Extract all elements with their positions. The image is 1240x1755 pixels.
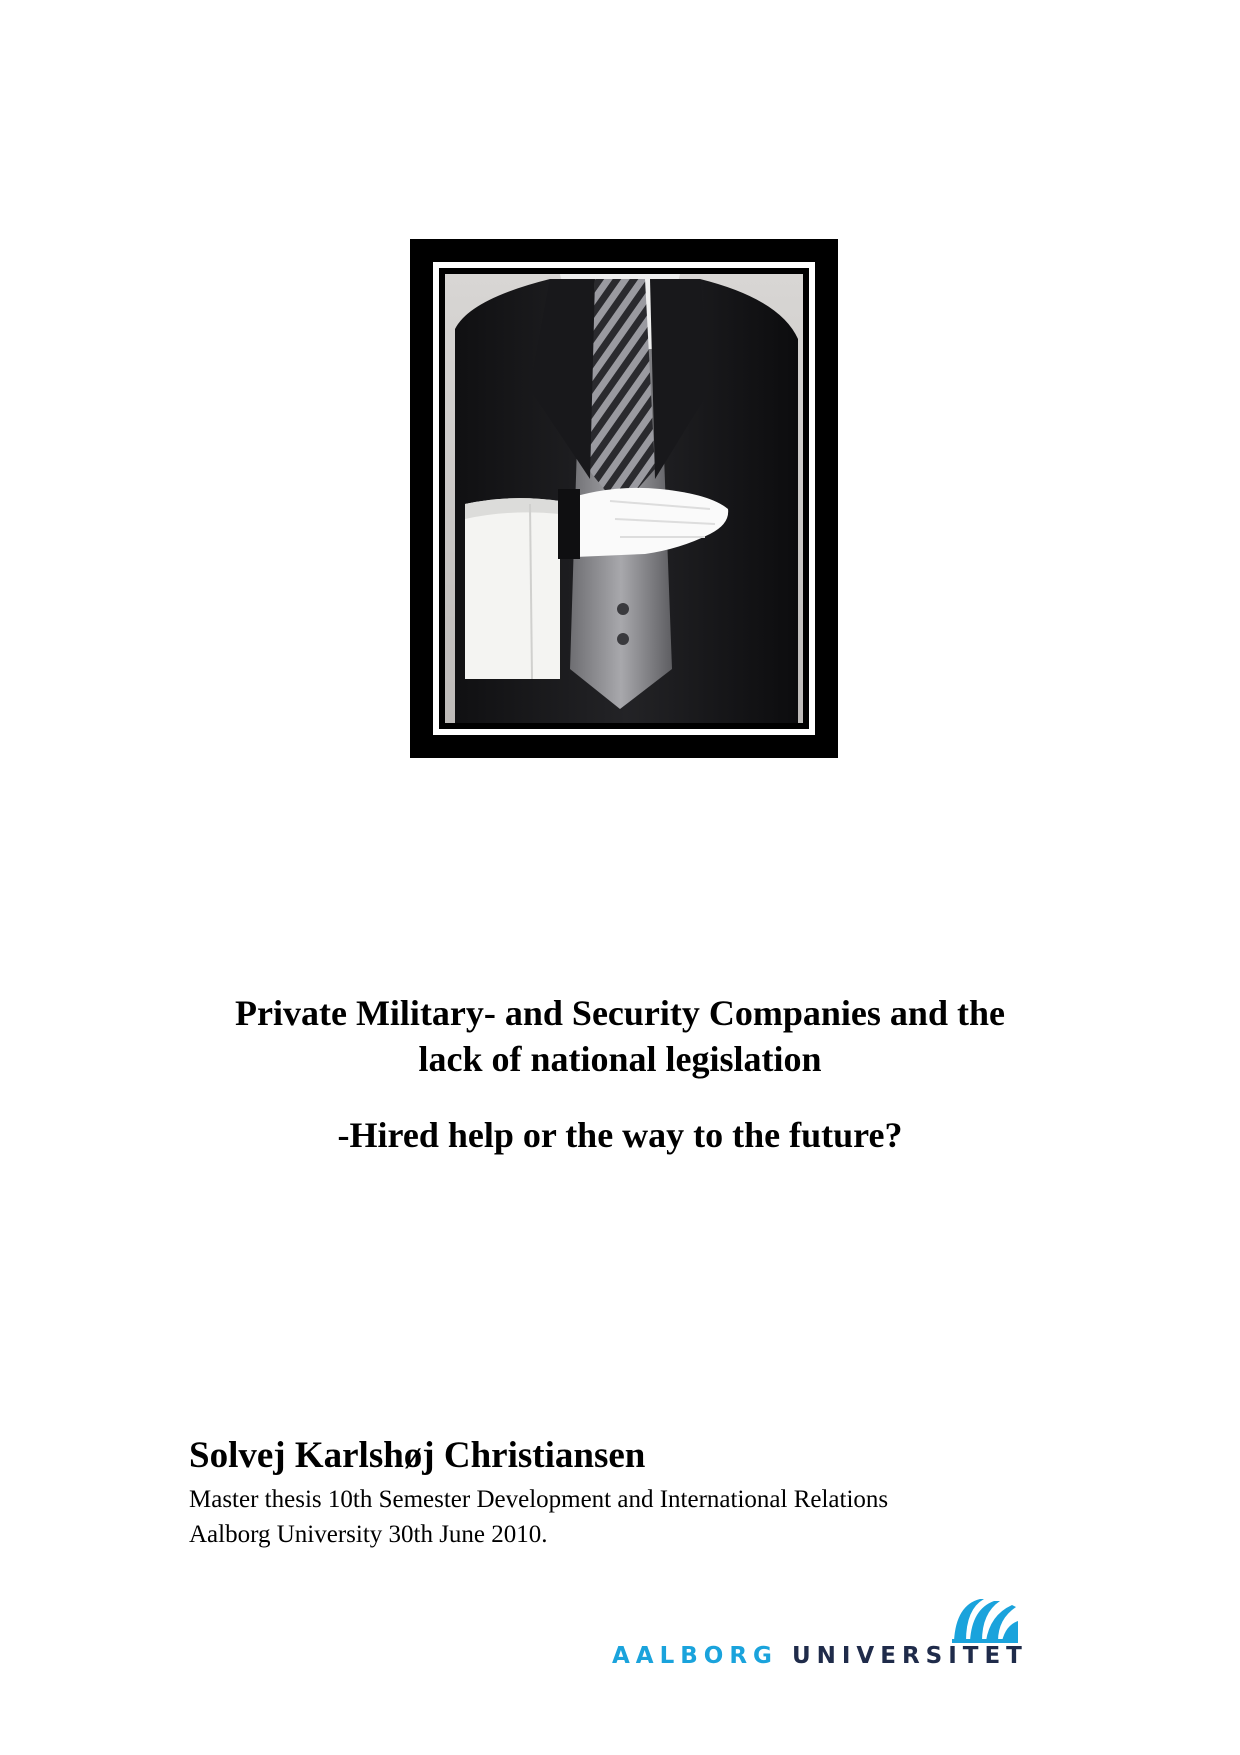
title-line-2: lack of national legislation: [418, 1039, 822, 1079]
author-block: [189, 1432, 1089, 1552]
university-date: Aalborg University 30th June 2010.: [189, 1521, 548, 1548]
cover-photo: [410, 239, 838, 758]
logo-word-universitet: UNIVERSITET: [791, 1643, 1028, 1669]
aalborg-university-logo: [612, 1595, 1072, 1675]
logo-wordmark: [612, 1643, 1072, 1669]
title-block: [140, 990, 1100, 1158]
logo-word-aalborg: AALBORG: [612, 1643, 778, 1669]
subtitle: -Hired help or the way to the future?: [337, 1115, 903, 1155]
author-name: Solvej Karlshøj Christiansen: [189, 1435, 646, 1476]
wave-logo-icon: [950, 1595, 1020, 1643]
title-line-1: Private Military- and Security Companies and the: [235, 993, 1005, 1033]
thesis-info: Master thesis 10th Semester Development and International Relations: [189, 1486, 889, 1513]
